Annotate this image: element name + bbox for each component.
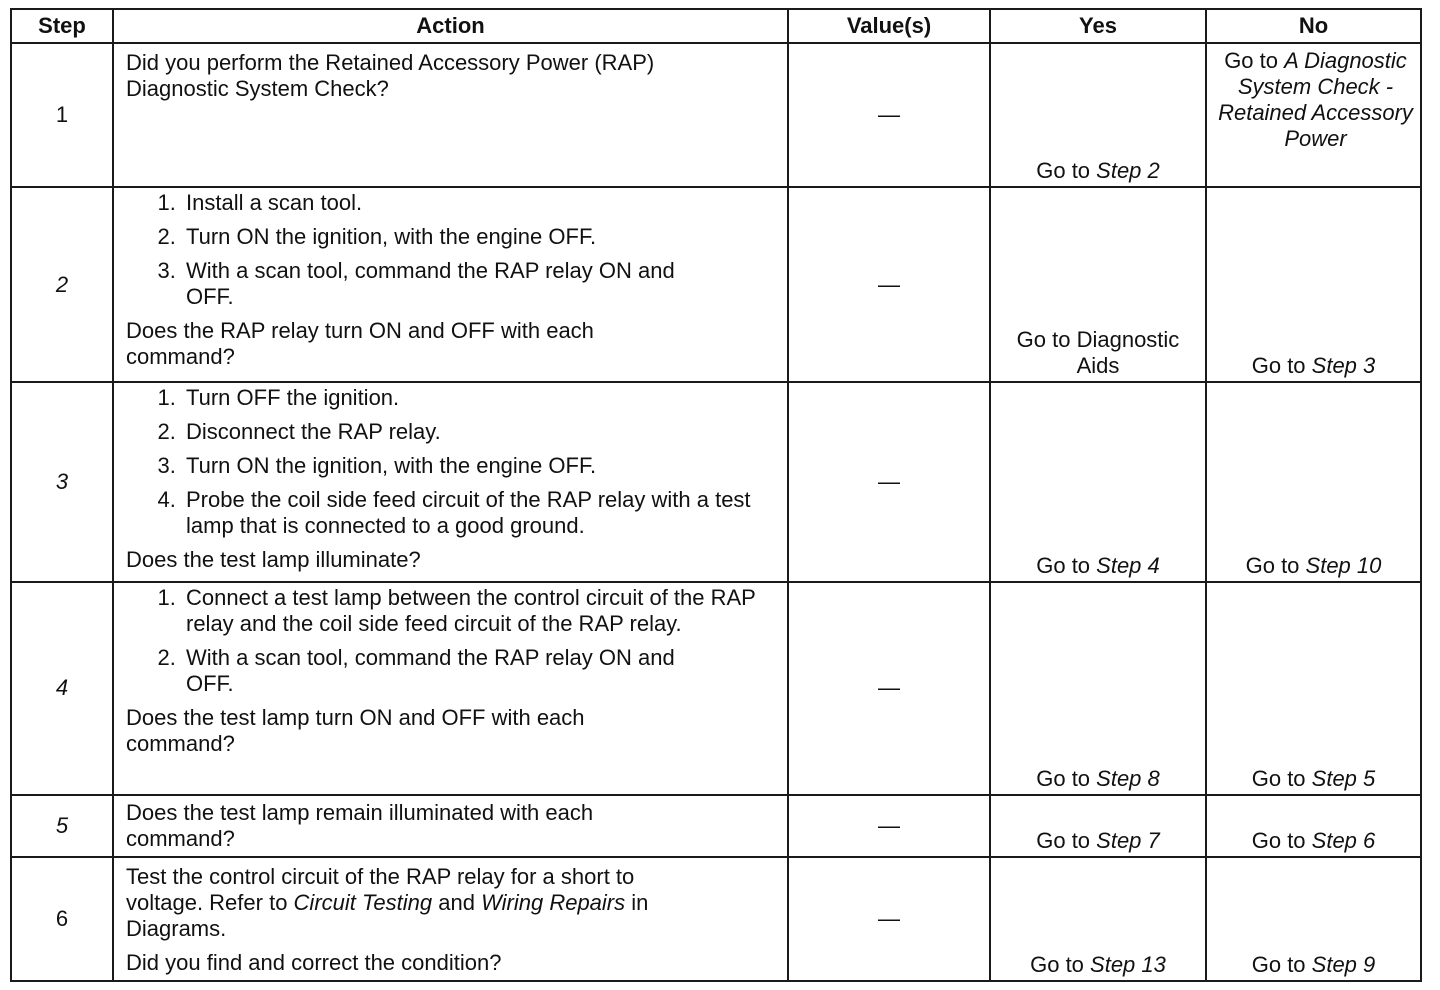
yes-cell: [990, 857, 1206, 981]
no-cell: [1206, 43, 1421, 187]
action-question: Does the test lamp remain illuminated with each command?: [126, 799, 594, 851]
action-steps: [126, 385, 775, 539]
table-row-step-3: [11, 382, 1421, 582]
action-step: 2. Turn ON the ignition, with the engine OFF.: [182, 224, 695, 250]
yes-cell: [990, 582, 1206, 794]
action-cell: [113, 857, 788, 981]
action-steps: [126, 190, 775, 310]
yes-cell: Go to Diagnostic Aids: [990, 187, 1206, 381]
action-question: Did you find and correct the condition?: [126, 949, 502, 975]
value-cell: —: [788, 582, 990, 794]
no-step-ref: Step 5: [1311, 765, 1376, 791]
table-row-step-4: [11, 582, 1421, 794]
diagnostic-table: [10, 8, 1422, 982]
action-step: 4. Probe the coil side feed circuit of the RAP relay with a test lamp that is connected to a good ground.: [182, 487, 755, 539]
table-row-step-5: [11, 795, 1421, 857]
yes-step-ref: Step 2: [1096, 158, 1160, 184]
yes-prefix: Go to: [1036, 553, 1097, 579]
action-cell: [113, 382, 788, 582]
action-step: 1. Install a scan tool.: [182, 190, 695, 216]
yes-cell: [990, 795, 1206, 857]
no-prefix: Go to: [1251, 352, 1312, 378]
header-action: Action: [113, 9, 788, 43]
header-row: [11, 9, 1421, 43]
action-step: 3. Turn ON the ignition, with the engine OFF.: [182, 453, 755, 479]
action-step: 1. Connect a test lamp between the control circuit of the RAP relay and the coil side feed circuit of the RAP relay.: [182, 585, 775, 637]
action-step: 2. Disconnect the RAP relay.: [182, 419, 755, 445]
no-prefix: Go to: [1251, 765, 1312, 791]
step-number: 5: [11, 795, 113, 857]
no-prefix: Go to: [1251, 952, 1312, 977]
yes-prefix: Go to: [1036, 827, 1097, 853]
action-cell: [113, 582, 788, 794]
yes-cell: [990, 43, 1206, 187]
no-cell: [1206, 857, 1421, 981]
action-cell: [113, 795, 788, 857]
action-step: 3. With a scan tool, command the RAP relay ON and OFF.: [182, 258, 695, 310]
action-steps: [126, 585, 775, 697]
action-question: Does the test lamp illuminate?: [126, 546, 421, 572]
action-step: 1. Turn OFF the ignition.: [182, 385, 755, 411]
value-cell: —: [788, 43, 990, 187]
header-step: Step: [11, 9, 113, 43]
action-step: 2. With a scan tool, command the RAP relay ON and OFF.: [182, 645, 775, 697]
yes-cell: [990, 382, 1206, 582]
action-question: Does the RAP relay turn ON and OFF with each command?: [126, 318, 594, 370]
header-values: Value(s): [788, 9, 990, 43]
instruction-text: and: [432, 889, 482, 915]
value-cell: —: [788, 857, 990, 981]
table-row-step-2: [11, 187, 1421, 381]
yes-prefix: Go to: [1036, 765, 1097, 791]
no-prefix: Go to: [1224, 48, 1285, 73]
yes-prefix: Go to: [1036, 158, 1097, 184]
step-number: 2: [11, 187, 113, 381]
no-prefix: Go to: [1245, 553, 1306, 579]
step-number: 1: [11, 43, 113, 187]
table-row-step-6: [11, 857, 1421, 981]
circuit-testing-ref: Circuit Testing: [293, 889, 433, 915]
action-instruction: [126, 860, 775, 942]
no-step-ref: A Diagnostic System Check - Retained Accessory Power: [1218, 48, 1413, 151]
no-step-ref: Step 6: [1311, 827, 1376, 853]
yes-step-ref: Step 4: [1096, 553, 1160, 579]
action-cell: [113, 187, 788, 381]
yes-step-ref: Step 13: [1090, 952, 1166, 977]
yes-prefix: Go to: [1030, 952, 1091, 977]
header-yes: Yes: [990, 9, 1206, 43]
no-step-ref: Step 10: [1305, 553, 1382, 579]
step-number: 3: [11, 382, 113, 582]
value-cell: —: [788, 382, 990, 582]
step-number: 6: [11, 857, 113, 981]
action-cell: [113, 43, 788, 187]
no-cell: [1206, 187, 1421, 381]
no-step-ref: Step 3: [1311, 352, 1376, 378]
instruction-text: in Diagrams.: [126, 889, 649, 941]
action-question: Did you perform the Retained Accessory Power (RAP) Diagnostic System Check?: [126, 50, 655, 101]
no-cell: [1206, 795, 1421, 857]
no-prefix: Go to: [1251, 827, 1312, 853]
yes-step-ref: Step 7: [1096, 827, 1160, 853]
value-cell: —: [788, 187, 990, 381]
yes-step-ref: Step 8: [1096, 765, 1160, 791]
instruction-text: Test the control circuit of the RAP relay for a short to voltage. Refer to: [126, 863, 635, 915]
action-question: Does the test lamp turn ON and OFF with each command?: [126, 705, 585, 757]
no-cell: [1206, 582, 1421, 794]
value-cell: —: [788, 795, 990, 857]
header-no: No: [1206, 9, 1421, 43]
no-cell: [1206, 382, 1421, 582]
step-number: 4: [11, 582, 113, 794]
table-row-step-1: [11, 43, 1421, 187]
wiring-repairs-ref: Wiring Repairs: [481, 889, 626, 915]
no-step-ref: Step 9: [1311, 952, 1376, 977]
